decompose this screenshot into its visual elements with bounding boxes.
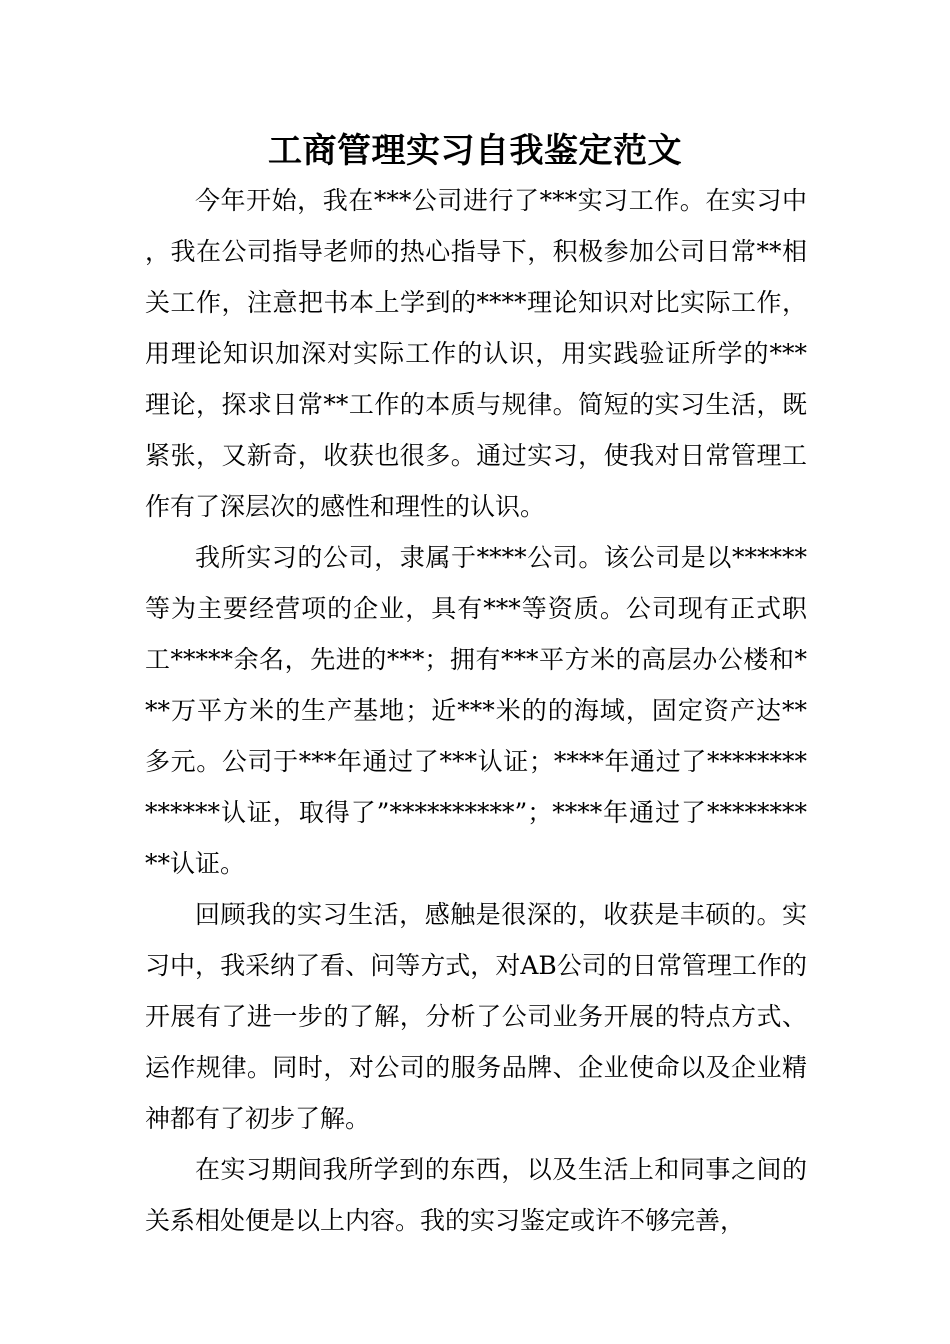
paragraph-3: 回顾我的实习生活，感触是很深的，收获是丰硕的。实习中，我采纳了看、问等方式，对AB公司的日常管理工作的开展有了进一步的了解，分析了公司业务开展的特点方式、运作规律。同时，对公司的服务品牌、企业使命以及企业精神都有了初步了解。 bbox=[145, 900, 807, 1133]
document-body bbox=[145, 175, 807, 1246]
paragraph-1: 今年开始，我在***公司进行了***实习工作。在实习中，我在公司指导老师的热心指导下，积极参加公司日常**相关工作，注意把书本上学到的****理论知识对比实际工作，用理论知识加深对实际工作的认识，用实践验证所学的***理论，探求日常**工作的本质与规律。简短的实习生活，既紧张，又新奇，收获也很多。通过实习，使我对日常管理工作有了深层次的感性和理性的认识。 bbox=[145, 186, 807, 521]
document-title: 工商管理实习自我鉴定范文 bbox=[268, 131, 682, 171]
paragraph-2: 我所实习的公司，隶属于****公司。该公司是以******等为主要经营项的企业，具有***等资质。公司现有正式职工*****余名，先进的***；拥有***平方米的高层办公楼和***万平方米的生产基地；近***米的的海域，固定资产达**多元。公司于***年通过了***认证；****年通过了**************认证，取得了”**********”；****年通过了**********认证。 bbox=[145, 543, 807, 878]
paragraph-4: 在实习期间我所学到的东西，以及生活上和同事之间的关系相处便是以上内容。我的实习鉴定或许不够完善， bbox=[145, 1155, 807, 1235]
